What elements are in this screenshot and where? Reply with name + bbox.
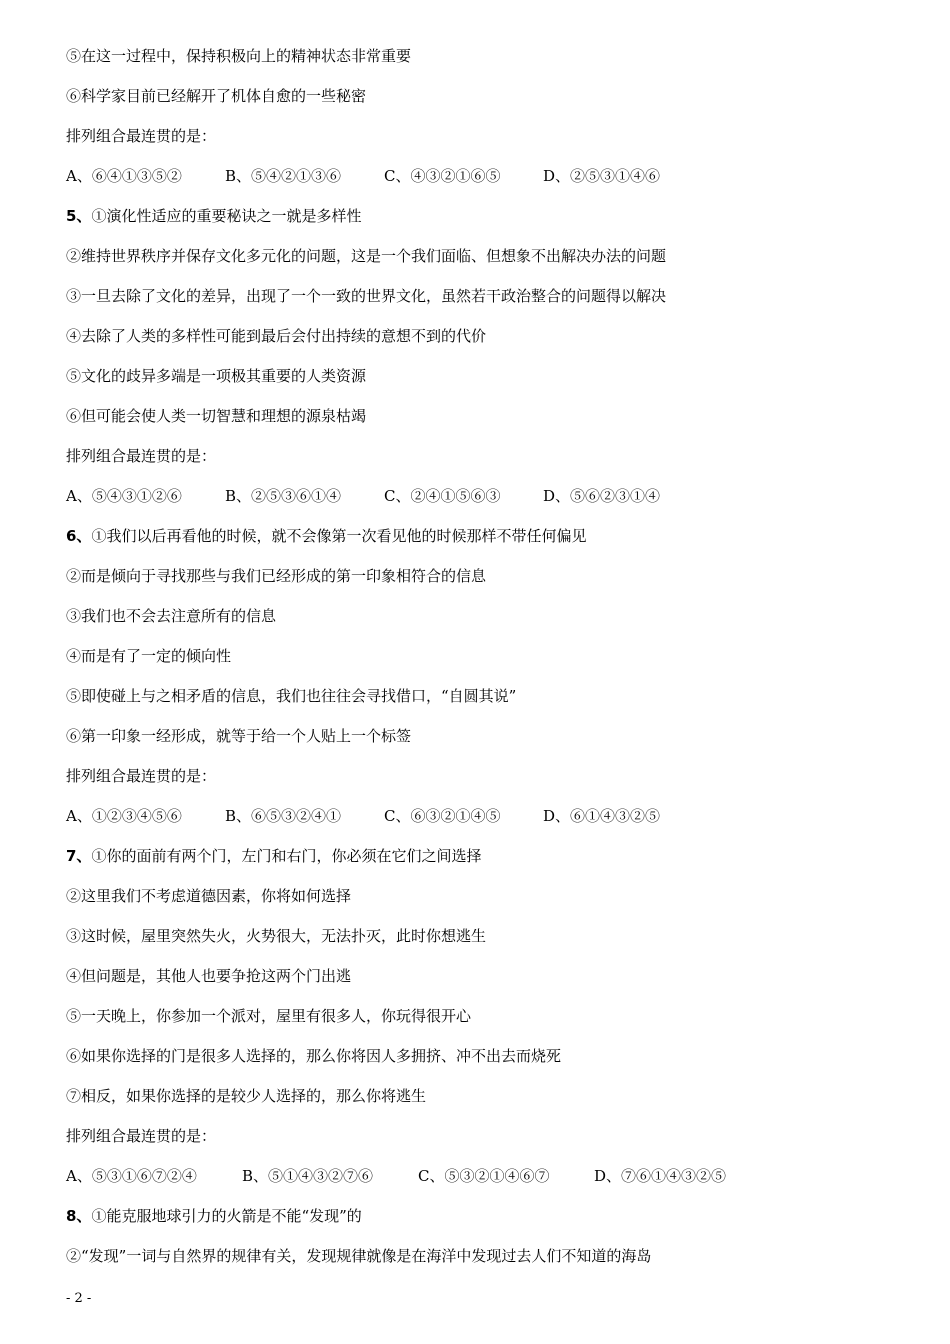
q5-option-a: A、⑤④③①②⑥: [66, 487, 182, 505]
q6-sentence-5: ⑤即使碰上与之相矛盾的信息，我们也往往会寻找借口，“自圆其说”: [66, 687, 517, 705]
q5-sentence-6: ⑥但可能会使人类一切智慧和理想的源泉枯竭: [66, 407, 367, 425]
q7-options: [66, 1166, 726, 1186]
q7-option-a: A、⑤③①⑥⑦②④: [66, 1167, 197, 1185]
q4-option-d: D、②⑤③①④⑥: [543, 167, 661, 185]
q4-options: [66, 166, 660, 186]
q7-option-b: B、⑤①④③②⑦⑥: [242, 1167, 374, 1185]
q6-option-d: D、⑥①④③②⑤: [543, 807, 661, 825]
q7-option-c: C、⑤③②①④⑥⑦: [418, 1167, 550, 1185]
q7-sentence-1-text: ①你的面前有两个门，左门和右门，你必须在它们之间选择: [91, 847, 482, 865]
q4-option-c: C、④③②①⑥⑤: [384, 167, 501, 185]
q7-sentence-3: ③这时候，屋里突然失火，火势很大，无法扑灭，此时你想逃生: [66, 927, 487, 945]
q5-option-c: C、②④①⑤⑥③: [384, 487, 501, 505]
q6-option-a: A、①②③④⑤⑥: [66, 807, 182, 825]
q5-sentence-1: [66, 206, 361, 226]
q6-sentence-3: ③我们也不会去注意所有的信息: [66, 607, 277, 625]
q7-option-d: D、⑦⑥①④③②⑤: [594, 1167, 727, 1185]
q7-sentence-7: ⑦相反，如果你选择的是较少人选择的，那么你将逃生: [66, 1087, 427, 1105]
q7-sentence-5: ⑤一天晚上，你参加一个派对，屋里有很多人，你玩得很开心: [66, 1007, 472, 1025]
page-number: - 2 -: [66, 1291, 92, 1306]
q7-prompt: 排列组合最连贯的是：: [66, 1127, 217, 1145]
q5-sentence-4: ④去除了人类的多样性可能到最后会付出持续的意想不到的代价: [66, 327, 487, 345]
q5-sentence-3: ③一旦去除了文化的差异，出现了一个一致的世界文化，虽然若干政治整合的问题得以解决: [66, 287, 667, 305]
q6-option-c: C、⑥③②①④⑤: [384, 807, 501, 825]
q7-number: 7、: [66, 847, 92, 865]
q6-sentence-2: ②而是倾向于寻找那些与我们已经形成的第一印象相符合的信息: [66, 567, 487, 585]
q7-sentence-6: ⑥如果你选择的门是很多人选择的，那么你将因人多拥挤、冲不出去而烧死: [66, 1047, 562, 1065]
q5-option-d: D、⑤⑥②③①④: [543, 487, 661, 505]
q5-number: 5、: [66, 207, 92, 225]
q8-number: 8、: [66, 1207, 92, 1225]
q5-sentence-1-text: ①演化性适应的重要秘诀之一就是多样性: [91, 207, 362, 225]
q6-sentence-6: ⑥第一印象一经形成，就等于给一个人贴上一个标签: [66, 727, 412, 745]
q8-sentence-1: [66, 1206, 362, 1226]
q6-number: 6、: [66, 527, 92, 545]
q8-sentence-2: ②“发现”一词与自然界的规律有关，发现规律就像是在海洋中发现过去人们不知道的海岛: [66, 1247, 652, 1265]
q6-prompt: 排列组合最连贯的是：: [66, 767, 217, 785]
q4-sentence-6: ⑥科学家目前已经解开了机体自愈的一些秘密: [66, 87, 367, 105]
q5-options: [66, 486, 660, 506]
q7-sentence-4: ④但问题是，其他人也要争抢这两个门出逃: [66, 967, 352, 985]
q5-option-b: B、②⑤③⑥①④: [225, 487, 342, 505]
q5-sentence-2: ②维持世界秩序并保存文化多元化的问题，这是一个我们面临、但想象不出解决办法的问题: [66, 247, 667, 265]
q7-sentence-2: ②这里我们不考虑道德因素，你将如何选择: [66, 887, 352, 905]
q5-prompt: 排列组合最连贯的是：: [66, 447, 217, 465]
q6-sentence-4: ④而是有了一定的倾向性: [66, 647, 232, 665]
q6-sentence-1-text: ①我们以后再看他的时候，就不会像第一次看见他的时候那样不带任何偏见: [91, 527, 587, 545]
q7-sentence-1: [66, 846, 481, 866]
q4-option-b: B、⑤④②①③⑥: [225, 167, 342, 185]
q4-sentence-5: ⑤在这一过程中，保持积极向上的精神状态非常重要: [66, 47, 412, 65]
q8-sentence-1-text: ①能克服地球引力的火箭是不能“发现”的: [91, 1207, 362, 1225]
q5-sentence-5: ⑤文化的歧异多端是一项极其重要的人类资源: [66, 367, 367, 385]
q6-option-b: B、⑥⑤③②④①: [225, 807, 342, 825]
q6-sentence-1: [66, 526, 586, 546]
q6-options: [66, 806, 660, 826]
q4-prompt: 排列组合最连贯的是：: [66, 127, 217, 145]
q4-option-a: A、⑥④①③⑤②: [66, 167, 182, 185]
